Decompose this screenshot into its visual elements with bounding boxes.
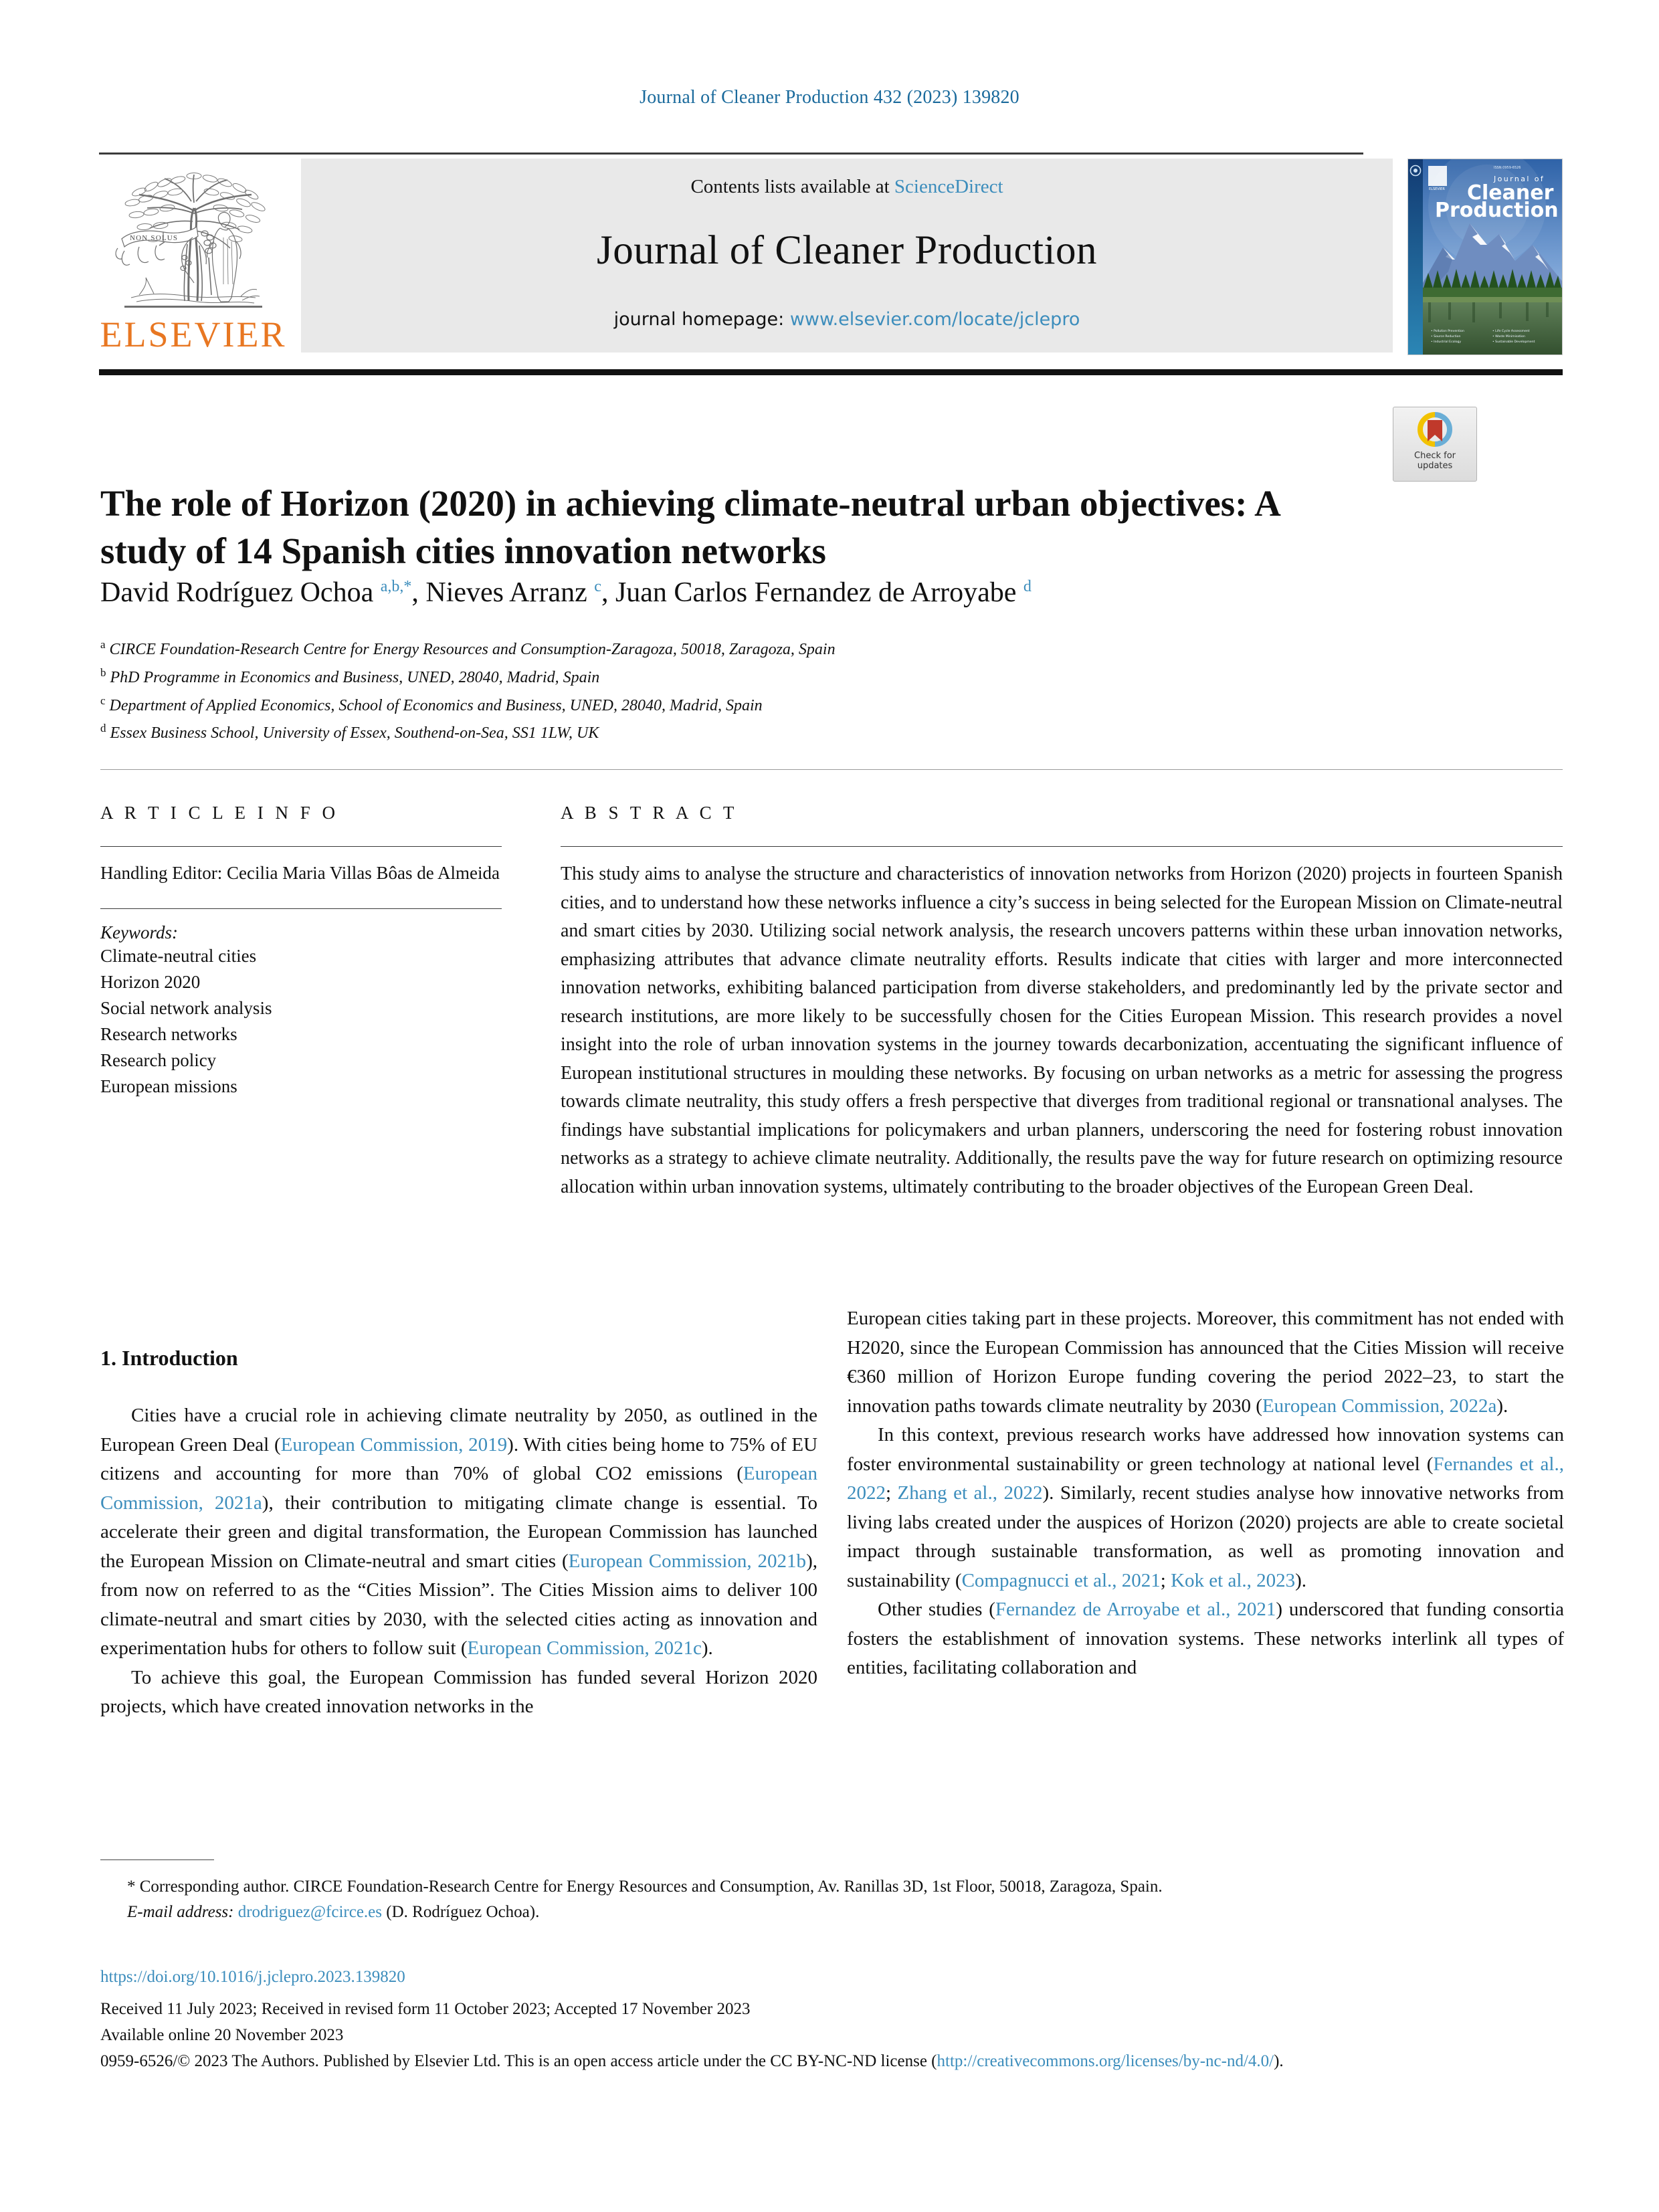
abstract-rule [561,846,1563,847]
copyright-license: 0959-6526/© 2023 The Authors. Published by Elsevier Ltd. This is an open access article under the CC BY-NC-ND license (http://creativecommons.org/licenses/by-nc-nd/4.0/). [100,2052,1284,2070]
author-list: David Rodríguez Ochoa $^{a,b,*}$, Nieves Arranz $^c$, Juan Carlos Fernandez de Arroyabe $^d$ [100,577,1032,608]
svg-text:• Life Cycle Assessment: • Life Cycle Assessment [1492,330,1530,333]
svg-text:ELSEVIER: ELSEVIER [1429,187,1445,191]
citation-link[interactable]: European Commission, 2021b [568,1550,807,1572]
paragraph: In this context, previous research works have addressed how innovation systems can foster environmental sustainability or green technology at national level (Fernandes et al., 2022; Zhang et al., 2022). Similarly, recent studies analyse how innovative networks from living labs created under the auspices of Horizon (2020) projects are able to create societal impact through sustainable transformation, as well as promoting innovation and sustainability (Compagnucci et al., 2021; Kok et al., 2023). [847,1424,1564,1591]
svg-text:Journal of: Journal of [1494,175,1545,183]
affiliation-item: $^d$ Essex Business School, University of Essex, Southend-on-Sea, SS1 1LW, UK [100,722,599,742]
affiliation-item: $^a$ CIRCE Foundation-Research Centre for Energy Resources and Consumption-Zaragoza, 50018, Zaragoza, Spain [100,638,836,658]
keyword-item: Research policy [100,1049,217,1070]
crossmark-label [1414,451,1456,472]
citation-link[interactable]: Zhang et al., 2022 [897,1482,1043,1504]
citation-link[interactable]: Fernandez de Arroyabe et al., 2021 [995,1599,1276,1620]
contents-lists-line [690,176,1003,198]
received-dates: Received 11 July 2023; Received in revised form 11 October 2023; Accepted 17 November 2023 [100,2000,751,2018]
paragraph: To achieve this goal, the European Commission has funded several Horizon 2020 projects, which have created innovation networks in the [100,1666,817,1717]
footnote-rule [100,1859,214,1860]
corresponding-author-text: * Corresponding author. CIRCE Foundation-Research Centre for Energy Resources and Consumption, Av. Ranillas 3D, 1st Floor, 50018, Zaragoza, Spain. [127,1878,1163,1896]
masthead-banner [301,159,1393,353]
crossmark-badge[interactable] [1393,407,1477,482]
journal-title: Journal of Cleaner Production [596,228,1098,273]
affiliation-item: $^c$ Department of Applied Economics, School of Economics and Business, UNED, 28040, Madrid, Spain [100,694,763,714]
journal-masthead [99,153,1563,359]
doi-link[interactable]: https://doi.org/10.1016/j.jclepro.2023.139820 [100,1968,405,1986]
sciencedirect-link[interactable]: ScienceDirect [894,176,1003,197]
journal-homepage-link[interactable]: www.elsevier.com/locate/jclepro [789,309,1080,330]
cover-issn: ISSN 0959-6526 [1494,166,1521,170]
keywords-label: Keywords: [100,922,178,943]
svg-text:NON SOLUS: NON SOLUS [130,234,179,242]
paragraph: Other studies (Fernandez de Arroyabe et al., 2021) underscored that funding consortia fosters the establishment of innovation systems. These networks interlink all types of entities, facilitating collaboration and [847,1599,1564,1678]
paragraph: European cities taking part in these projects. Moreover, this commitment has not ended with H2020, since the European Commission has announced that the Cities Mission will receive €360 million of Horizon Europe funding covering the period 2022–23, to start the innovation paths towards climate neutrality by 2030 (European Commission, 2022a). [847,1308,1564,1417]
available-online: Available online 20 November 2023 [100,2026,344,2044]
keyword-item: Climate-neutral cities [100,946,257,967]
journal-homepage-line [614,309,1080,330]
email-link[interactable]: drodriguez@fcirce.es [237,1903,383,1921]
abstract-heading: A B S T R A C T [561,803,738,823]
affiliation-marker: a [100,638,106,651]
citation-link[interactable]: European Commission, 2022a [1262,1395,1497,1417]
svg-text:• Industrial Ecology: • Industrial Ecology [1431,340,1462,344]
doi-link-wrap[interactable] [100,1968,1563,1987]
keyword-item: Social network analysis [100,998,272,1019]
keyword-item: Horizon 2020 [100,972,201,993]
article-info-rule-2 [100,908,502,909]
masthead-top-rule [99,153,1363,155]
abstract-text: This study aims to analyse the structure and characteristics of innovation networks from Horizon (2020) projects in fourteen Spanish cities, and to understand how these networks influence a city’s success in being selected for the European Mission on Climate-neutral and smart cities by 2030. Utilizing social network analysis, the research uncovers patterns within these urban innovation networks, emphasizing attributes that advance climate neutrality efforts. Results indicate that cities with larger and more interconnected innovation networks, exhibiting balanced participation from diverse stakeholders, and predominantly led by the private sector and research institutions, are more likely to be successfully chosen for the Cities European Mission. This research provides a novel insight into the role of urban innovation systems in the journey towards decarbonization, accentuating the significant influence of European institutional structures in moulding these networks. By focusing on urban networks as a metric for assessing the progress towards climate neutrality, this study offers a fresh perspective that diverges from traditional regional or transnational analyses. The findings have substantial implications for policymakers and urban planners, underscoring the need for fostering robust innovation networks as a strategy to achieve climate neutrality. Additionally, the results pave the way for future research on optimizing resource allocation within urban innovation systems, ultimately contributing to the broader objectives of the European Green Deal. [561,864,1563,1198]
keywords-list [100,943,502,1099]
handling-editor: Handling Editor: Cecilia Maria Villas Bôas de Almeida [100,863,500,883]
journal-cover-art [1408,159,1562,355]
affiliation-marker: d [100,722,106,735]
article-info-heading: A R T I C L E I N F O [100,803,339,823]
publication-info [100,1996,1563,2074]
crossmark-line2: updates [1417,460,1453,471]
svg-text:Cleaner: Cleaner [1467,181,1554,205]
svg-text:Production: Production [1435,199,1559,222]
article-info-rule-1 [100,846,502,847]
keyword-item: European missions [100,1076,237,1096]
contents-lists-prefix: Contents lists available at [690,176,894,197]
abstract-column [561,803,1563,1202]
section-heading-introduction: 1. Introduction [100,1346,238,1370]
citation-link[interactable]: Compagnucci et al., 2021 [961,1569,1161,1591]
corresponding-author-note [100,1874,1563,1925]
crossmark-line1: Check for [1414,451,1456,461]
license-link[interactable]: http://creativecommons.org/licenses/by-nc-nd/4.0/ [937,2052,1274,2070]
affiliation-item: $^b$ PhD Programme in Economics and Business, UNED, 28040, Madrid, Spain [100,666,600,686]
corresponding-author-email: E-mail address: drodriguez@fcirce.es (D. Rodríguez Ochoa). [127,1903,540,1921]
affiliation-marker: c [100,694,106,707]
journal-cover-thumbnail [1407,159,1563,355]
article-info-column [100,803,502,1100]
affiliation-list [100,635,1505,747]
svg-text:• Source Reduction: • Source Reduction [1431,335,1461,338]
citation-link[interactable]: European Commission, 2019 [280,1433,508,1455]
citation-link[interactable]: European Commission, 2021c [467,1637,702,1659]
elsevier-logo [99,159,288,359]
citation-link[interactable]: European Commission, 2021a [100,1463,817,1514]
page-title: The role of Horizon (2020) in achieving climate-neutral urban objectives: A study of 14 Spanish cities innovation networks [100,482,1279,572]
elsevier-wordmark: ELSEVIER [100,314,287,355]
journal-homepage-prefix: journal homepage: [613,309,790,330]
citation-link[interactable]: Fernandes et al., 2022 [847,1453,1564,1504]
citation-link[interactable]: Kok et al., 2023 [1171,1569,1296,1591]
elsevier-tree-icon [110,164,277,319]
keyword-item: Research networks [100,1023,237,1044]
svg-text:• Pollution Prevention: • Pollution Prevention [1431,330,1464,333]
running-head: Journal of Cleaner Production 432 (2023) 139820 [640,87,1019,108]
svg-text:• Sustainable Development: • Sustainable Development [1492,340,1535,344]
paragraph: Cities have a crucial role in achieving climate neutrality by 2050, as outlined in the European Green Deal (European Commission, 2019). With cities being home to 75% of EU citizens and accounting for more than 70% of global CO2 emissions (European Commission, 2021a), their contribution to mitigating climate change is essential. To accelerate their green and digital transformation, the European Commission has launched the European Mission on Climate-neutral and smart cities (European Commission, 2021b), from now on referred to as the “Cities Mission”. The Cities Mission aims to deliver 100 climate-neutral and smart cities by 2030, with the selected cities acting as innovation and experimentation hubs for others to follow suit (European Commission, 2021c). [100,1405,818,1659]
affiliation-marker: b [100,666,106,679]
masthead-bottom-rule [99,369,1563,375]
body-column-left [100,1346,817,1722]
info-section-top-rule [100,769,1563,770]
svg-text:• Waste Minimisation: • Waste Minimisation [1492,335,1525,338]
body-column-right [847,1304,1564,1683]
crossmark-icon [1413,412,1457,449]
